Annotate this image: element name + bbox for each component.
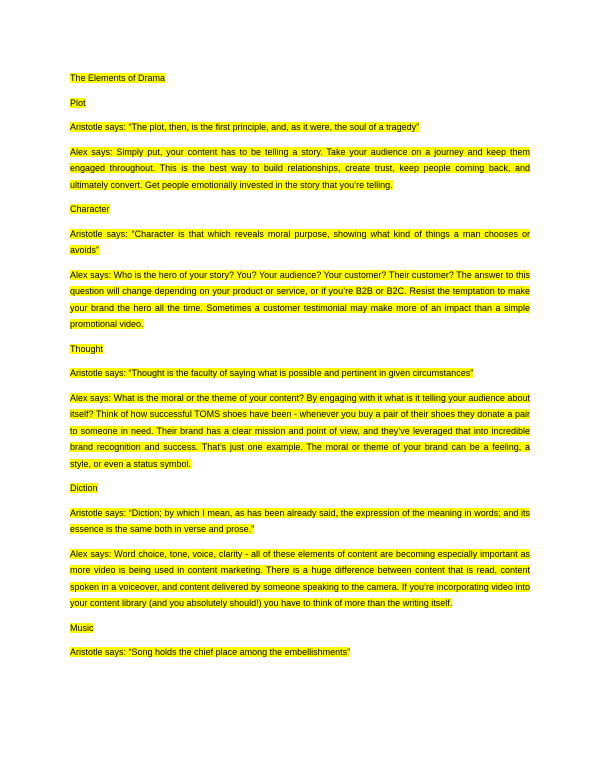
quote-thought: Aristotle says: “Thought is the faculty of saying what is possible and pertinent in given circumstances”: [70, 368, 474, 378]
document-title: The Elements of Drama: [70, 73, 166, 83]
quote-plot: Aristotle says: “The plot, then, is the first principle, and, as it were, the soul of a tragedy”: [70, 122, 420, 132]
commentary-plot: Alex says: Simply put, your content has to be telling a story. Take your audience on a journey and keep them engaged throughout. This is the best way to build relationships, create trust, keep people coming back, and ultimately convert. Get people emotionally invested in the story that you’re telling.: [70, 146, 530, 190]
commentary-thought: Alex says: What is the moral or the theme of your content? By engaging with it what is it telling your audience about itself? Think of how successful TOMS shoes have been - whenever you buy a pair of their shoes they donate a pair to someone in need. Their brand has a clear mission and point of view, and they’ve leveraged that into incredible brand recognition and success. That’s just one example. The moral or theme of your brand can be a feeling, a style, or even a status symbol.: [70, 392, 530, 469]
section-heading-diction: Diction: [70, 483, 98, 493]
section-heading-thought: Thought: [70, 343, 104, 354]
section-heading-character: Character: [70, 204, 110, 214]
section-heading-music: Music: [70, 622, 94, 633]
commentary-diction: Alex says: Word choice, tone, voice, clarity - all of these elements of content are becoming especially important as more video is being used in content marketing. There is a huge difference between content that is read, content spoken in a voiceover, and content delivered by someone speaking to the camera. If you’re incorporating video into your content library (and you absolutely should!) you have to think of more than the writing itself.: [70, 548, 530, 608]
quote-character: Aristotle says: “Character is that which reveals moral purpose, showing what kind of things a man chooses or avoids”: [70, 228, 530, 255]
section-heading-plot: Plot: [70, 97, 86, 108]
quote-diction: Aristotle says: “Diction; by which I mean, as has been already said, the expression of the meaning in words; and its essence is the same both in verse and prose.”: [70, 507, 530, 534]
commentary-character: Alex says: Who is the hero of your story? You? Your audience? Your customer? Their customer? The answer to this question will change depending on your product or service, or if you’re B2B or B2C. Resist the temptation to make your brand the hero all the time. Sometimes a customer testimonial may make more of an impact than a simple promotional video.: [70, 269, 530, 329]
quote-music: Aristotle says: “Song holds the chief place among the embellishments”: [70, 647, 351, 657]
